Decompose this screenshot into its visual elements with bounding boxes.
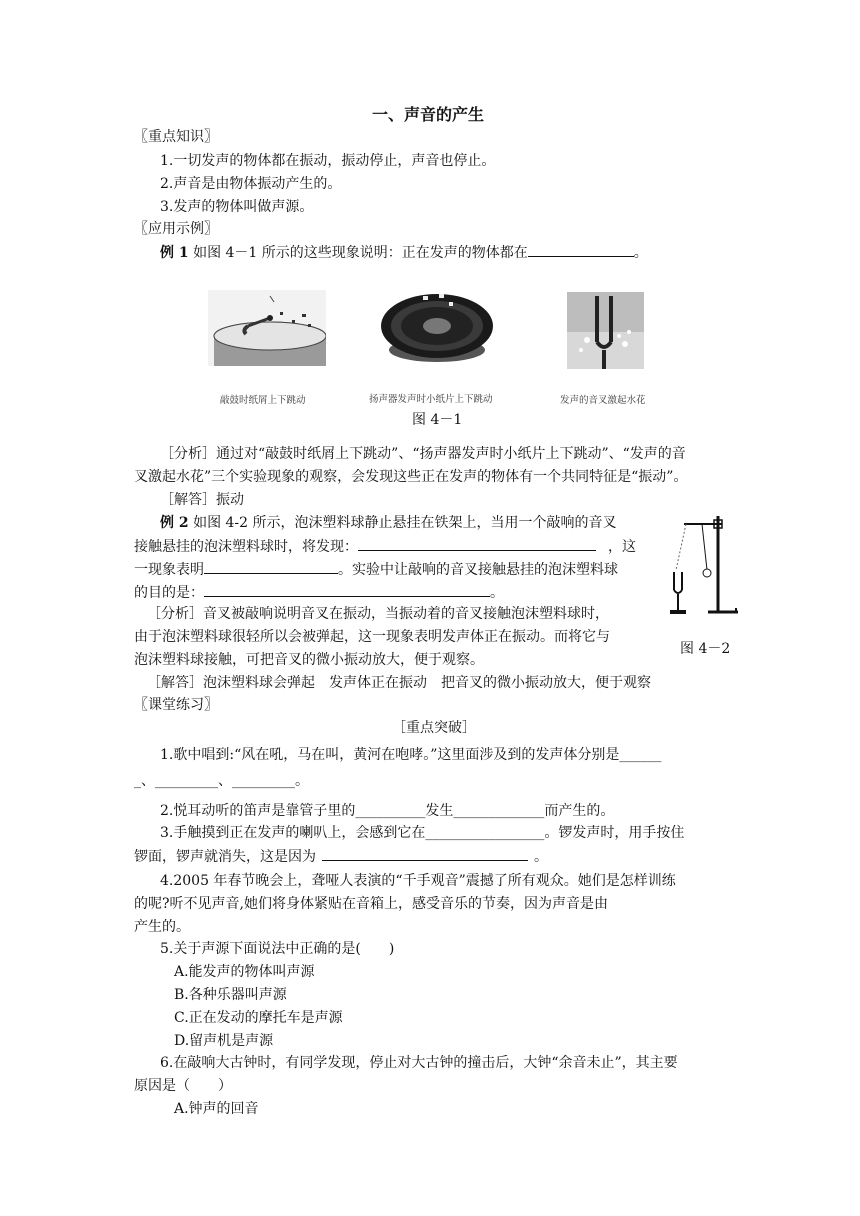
figure-4-1-label: 图 4－1	[412, 412, 463, 428]
question-3-text: 。	[534, 849, 548, 865]
example-2-text: 。	[490, 585, 504, 601]
example-2-line	[134, 535, 636, 558]
example-2-blank-3	[204, 581, 490, 597]
drum-image	[208, 290, 326, 366]
question-4: 产生的。	[134, 919, 190, 935]
knowledge-item: 2.声音是由物体振动产生的。	[160, 176, 342, 192]
example-2-text: 一现象表明	[134, 562, 204, 578]
example-1-text: 如图 4－1 所示的这些现象说明：正在发声的物体都在	[188, 245, 528, 261]
example-2-text: 如图 4-2 所示，泡沫塑料球静止悬挂在铁架上，当用一个敲响的音叉	[188, 515, 617, 531]
example-1-answer: ［解答］振动	[160, 492, 244, 508]
example-2-answer: ［解答］泡沫塑料球会弹起 发声体正在振动 把音叉的微小振动放大，便于观察	[147, 675, 651, 691]
figure-4-2-label: 图 4－2	[680, 641, 731, 657]
question-1: _、_________、_________。	[134, 773, 309, 789]
section-practice: 〖课堂练习〗	[134, 697, 218, 713]
question-5: 5.关于声源下面说法中正确的是( )	[160, 941, 395, 957]
question-5-option: B.各种乐器叫声源	[174, 987, 287, 1003]
example-2-analysis: 泡沫塑料球接触，可把音叉的微小振动放大，便于观察。	[134, 652, 484, 668]
example-2-blank-2	[204, 558, 338, 574]
example-1-label: 例 1	[160, 245, 189, 261]
question-5-option: A.能发声的物体叫声源	[174, 964, 315, 980]
example-2-line	[134, 581, 504, 604]
question-2: 2.悦耳动听的笛声是靠管子里的__________发生_____________而产生的。	[160, 803, 615, 819]
example-2-question	[160, 512, 617, 534]
example-1-analysis: 叉激起水花”三个实验现象的观察，会发现这些正在发声的物体有一个共同特征是“振动”。	[134, 469, 688, 485]
drum-caption: 敲鼓时纸屑上下跳动	[220, 395, 306, 406]
example-2-text: ，这	[608, 539, 636, 555]
example-2-label: 例 2	[160, 515, 189, 531]
fork-caption: 发声的音叉激起水花	[560, 395, 646, 406]
example-2-blank-1	[358, 535, 596, 551]
question-6: 6.在敲响大古钟时，有同学发现，停止对大古钟的撞击后，大钟“余音未止”，其主要	[160, 1055, 678, 1071]
question-5-option: D.留声机是声源	[174, 1033, 274, 1049]
tuning-fork-water-image	[567, 292, 644, 369]
question-1: 1.歌中唱到:“风在吼，马在叫，黄河在咆哮。”这里面涉及到的发声体分别是______	[160, 747, 662, 763]
question-3-blank	[322, 845, 528, 861]
question-3-text: 锣面，锣声就消失，这是因为	[134, 849, 316, 865]
speaker-image	[379, 286, 496, 368]
example-1-blank	[528, 241, 634, 257]
question-4: 的呢?听不见声音,她们将身体紧贴在音箱上，感受音乐的节奏，因为声音是由	[134, 896, 608, 912]
question-3: 3.手触摸到正在发声的喇叭上，会感到它在_________________。锣发声时，用手按住	[160, 825, 685, 841]
question-4: 4.2005 年春节晚会上，聋哑人表演的“千手观音”震撼了所有观众。她们是怎样训练	[160, 873, 676, 889]
example-1-analysis: ［分析］通过对“敲鼓时纸屑上下跳动”、“扬声器发声时小纸片上下跳动”、“发声的音	[160, 446, 686, 462]
example-2-analysis: 由于泡沫塑料球很轻所以会被弹起，这一现象表明发声体正在振动。而将它与	[134, 629, 610, 645]
question-6: 原因是（ ）	[134, 1078, 232, 1094]
section-examples: 〖应用示例〗	[134, 221, 218, 237]
knowledge-item: 3.发声的物体叫做声源。	[160, 199, 314, 215]
question-5-option: C.正在发动的摩托车是声源	[174, 1010, 343, 1026]
knowledge-item: 1.一切发声的物体都在振动，振动停止，声音也停止。	[160, 153, 496, 169]
speaker-caption: 扬声器发声时小纸片上下跳动	[369, 394, 493, 405]
example-1-end: 。	[633, 245, 648, 261]
section-key-knowledge: 〖重点知识〗	[134, 129, 218, 145]
stand-ball-fork-image	[662, 510, 742, 618]
question-3	[134, 845, 548, 868]
example-1-question	[160, 241, 648, 264]
example-2-text: 的目的是：	[134, 585, 204, 601]
page-title: 一、声音的产生	[372, 105, 485, 124]
example-2-text: 接触悬挂的泡沫塑料球时，将发现：	[134, 539, 358, 555]
breakthrough-heading: ［重点突破］	[392, 720, 476, 736]
question-6-option: A.钟声的回音	[174, 1101, 259, 1117]
example-2-analysis: ［分析］音叉被敲响说明音叉在振动，当振动着的音叉接触泡沫塑料球时，	[147, 606, 609, 622]
example-2-text: 。实验中让敲响的音叉接触悬挂的泡沫塑料球	[338, 562, 618, 578]
example-2-line	[134, 558, 618, 581]
